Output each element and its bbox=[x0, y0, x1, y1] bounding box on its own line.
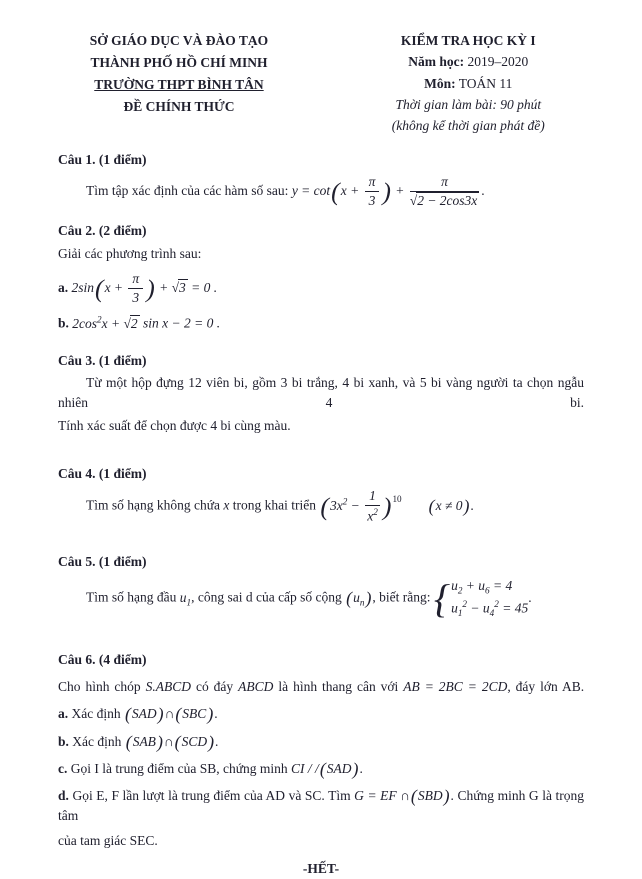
fraction-pi-over-3 bbox=[128, 271, 143, 306]
q6b-text: Xác định bbox=[72, 733, 122, 749]
close-paren: ) bbox=[382, 176, 391, 206]
fraction-denominator bbox=[410, 192, 480, 209]
q6c-expression bbox=[291, 758, 363, 779]
item-d-label: d. bbox=[58, 788, 69, 804]
open-paren: ( bbox=[175, 704, 182, 725]
sqrt-radicand: 3 bbox=[179, 279, 186, 295]
open-paren: ( bbox=[410, 786, 417, 807]
q4-intro-post: trong khai triển bbox=[232, 497, 317, 513]
exam-duration: Thời gian làm bài: 90 phút bbox=[395, 96, 542, 112]
sqrt-sign: √ bbox=[171, 279, 180, 295]
question-6-item-c bbox=[58, 759, 584, 779]
plane-1: SBD bbox=[417, 788, 443, 804]
question-6-item-b bbox=[58, 732, 584, 752]
q2a-prefix: 2sin bbox=[71, 279, 95, 295]
sqrt-expression bbox=[172, 280, 188, 295]
item-c-label: c. bbox=[58, 760, 68, 776]
sqrt-radicand: 2 bbox=[130, 315, 138, 331]
equation-system bbox=[451, 576, 528, 621]
q4-exponent: 10 bbox=[392, 493, 402, 504]
fraction-numerator: π bbox=[128, 271, 143, 289]
q1-lhs: y = cot bbox=[291, 182, 331, 198]
question-6-item-a bbox=[58, 704, 584, 724]
open-paren: ( bbox=[346, 587, 353, 608]
question-3-text-line2: Tính xác suất để chọn được 4 bi cùng màu. bbox=[58, 417, 291, 433]
q6c-period: . bbox=[359, 760, 363, 776]
question-6-item-d bbox=[58, 786, 584, 827]
question-3-heading: Câu 3. (1 điểm) bbox=[58, 352, 147, 368]
q1-intro-text: Tìm tập xác định của các hàm số sau: bbox=[86, 182, 289, 198]
q1-period: . bbox=[481, 182, 485, 198]
q5-system bbox=[433, 575, 532, 621]
q6b-expression bbox=[125, 731, 219, 752]
q4-formula bbox=[319, 488, 474, 524]
q5-intro-post: , biết rằng: bbox=[372, 589, 431, 605]
question-4-heading: Câu 4. (1 điểm) bbox=[58, 465, 147, 481]
exam-year-line bbox=[353, 51, 584, 72]
fraction-denominator: 3 bbox=[368, 193, 376, 209]
question-2-heading: Câu 2. (2 điểm) bbox=[58, 223, 147, 239]
item-a-label: a. bbox=[58, 279, 69, 295]
question-4 bbox=[58, 464, 584, 525]
exam-subject-label: Môn: bbox=[424, 75, 456, 91]
q4-inner-term: $3x^2$ − bbox=[329, 496, 360, 513]
q6-intro-post: , đáy lớn AB. bbox=[507, 679, 585, 695]
q6c-parallel: CI / / bbox=[291, 760, 319, 776]
q6d-expression bbox=[354, 786, 450, 807]
q2b-prefix: $2\cos^2x$ + bbox=[72, 314, 121, 331]
header-department: SỞ GIÁO DỤC VÀ ĐÀO TẠO bbox=[89, 33, 269, 48]
header-school-name: TRƯỜNG THPT BÌNH TÂN bbox=[94, 76, 264, 92]
system-brace: { bbox=[433, 575, 451, 621]
q2b-rhs: sin x − 2 = 0 . bbox=[143, 315, 221, 331]
q5-intro-mid: , công sai d của cấp số cộng bbox=[191, 589, 342, 605]
close-paren: ) bbox=[146, 273, 155, 303]
question-3-text-line1: Từ một hộp đựng 12 viên bi, gồm 3 bi trắng, 4 bi xanh, và 5 bi vàng người ta chọn ngẫu nhiên 4 bi. bbox=[58, 375, 584, 411]
document-header bbox=[58, 30, 584, 137]
q6-intro-mid1: có đáy bbox=[195, 679, 234, 695]
intersect-operator: ∩ bbox=[164, 706, 175, 722]
q5-u1-term: $u_1$ bbox=[179, 589, 192, 608]
q2a-inner-term: x + bbox=[104, 279, 124, 295]
fraction-denominator: $x^2$ bbox=[367, 507, 378, 524]
question-4-problem bbox=[58, 488, 584, 525]
q6a-expression bbox=[124, 704, 218, 725]
q4-variable: x bbox=[223, 497, 230, 513]
fraction-1-over-x2 bbox=[365, 488, 380, 525]
fraction-numerator: π bbox=[410, 174, 480, 192]
q6a-period: . bbox=[214, 706, 218, 722]
question-6 bbox=[58, 650, 584, 851]
exam-subject-line bbox=[353, 73, 584, 94]
close-paren: ) bbox=[156, 731, 163, 752]
q6-relation: AB = 2BC = 2CD bbox=[403, 679, 508, 695]
question-5 bbox=[58, 552, 584, 621]
q5-intro-pre: Tìm số hạng đầu bbox=[86, 589, 177, 605]
q4-period: . bbox=[470, 497, 474, 513]
q6-pyramid-name: S.ABCD bbox=[145, 679, 192, 695]
question-5-problem bbox=[58, 576, 584, 621]
close-paren: ) bbox=[365, 587, 372, 608]
sqrt-radicand: 2 − 2cos3x bbox=[417, 193, 478, 209]
open-paren: ( bbox=[125, 731, 132, 752]
close-paren: ) bbox=[157, 704, 164, 725]
q6-intro-pre: Cho hình chóp bbox=[58, 679, 141, 695]
open-paren: ( bbox=[95, 273, 104, 303]
q5-period: . bbox=[528, 589, 532, 605]
fraction-numerator: π bbox=[365, 174, 380, 192]
plane-1: SAD bbox=[131, 706, 157, 722]
close-paren: ) bbox=[382, 491, 392, 521]
fraction-pi-over-sqrt bbox=[410, 174, 480, 209]
question-6-heading: Câu 6. (4 điểm) bbox=[58, 651, 147, 667]
q5-un-term bbox=[345, 587, 372, 608]
close-paren: ) bbox=[352, 758, 359, 779]
item-b-label: b. bbox=[58, 315, 69, 331]
exam-duration-note: (không kể thời gian phát đề) bbox=[391, 118, 545, 134]
q6c-text: Gọi I là trung điểm của SB, chứng minh bbox=[70, 760, 288, 776]
q1-plus-operator: + bbox=[395, 182, 405, 198]
q5-un: $u_n$ bbox=[353, 589, 365, 608]
q6d-text: Gọi E, F lần lượt là trung điểm của AD và SC. Tìm bbox=[72, 788, 351, 804]
header-official-exam-label: ĐỀ CHÍNH THỨC bbox=[123, 98, 235, 114]
open-paren: ( bbox=[319, 758, 326, 779]
open-paren: ( bbox=[428, 495, 435, 516]
q4-intro-pre: Tìm số hạng không chứa bbox=[86, 497, 221, 513]
exam-year-value: 2019–2020 bbox=[467, 54, 529, 70]
q6a-text: Xác định bbox=[71, 706, 121, 722]
plane-1: SAB bbox=[132, 733, 156, 749]
question-1 bbox=[58, 150, 584, 210]
q6-intro-mid2: là hình thang cân với bbox=[278, 679, 399, 695]
q1-formula bbox=[291, 173, 485, 209]
item-a-label: a. bbox=[58, 706, 69, 722]
q4-condition: x ≠ 0 bbox=[435, 497, 463, 513]
sqrt-sign: √ bbox=[409, 193, 418, 209]
question-1-heading: Câu 1. (1 điểm) bbox=[58, 151, 147, 167]
q6b-period: . bbox=[215, 733, 219, 749]
sqrt-sign: √ bbox=[123, 315, 131, 331]
question-2-item-b bbox=[58, 313, 584, 334]
close-paren: ) bbox=[208, 731, 215, 752]
header-school-block bbox=[58, 30, 300, 117]
open-paren: ( bbox=[124, 704, 131, 725]
q6d-find: G = EF ∩ bbox=[354, 788, 410, 804]
plane-1: SAD bbox=[326, 760, 352, 776]
question-3 bbox=[58, 351, 584, 436]
end-of-exam-marker: -HẾT- bbox=[302, 860, 340, 876]
fraction-pi-over-3 bbox=[365, 174, 380, 209]
q1-inner-term: x + bbox=[340, 182, 360, 198]
question-2-item-a bbox=[58, 271, 584, 306]
fraction-denominator: 3 bbox=[132, 289, 140, 305]
question-2 bbox=[58, 221, 584, 334]
close-paren: ) bbox=[443, 786, 450, 807]
question-6-intro bbox=[58, 677, 584, 697]
question-6-item-d-line2: của tam giác SEC. bbox=[58, 832, 158, 848]
q6d-post-text: . Chứng minh G là trọng tâm bbox=[58, 788, 585, 824]
q2a-rhs: = 0 . bbox=[191, 279, 218, 295]
close-paren: ) bbox=[207, 704, 214, 725]
item-b-label: b. bbox=[58, 733, 69, 749]
exam-title: KIỂM TRA HỌC KỲ I bbox=[400, 33, 536, 48]
sqrt-expression bbox=[410, 193, 480, 208]
open-paren: ( bbox=[320, 491, 329, 521]
header-exam-block bbox=[353, 30, 584, 137]
intersect-operator: ∩ bbox=[163, 733, 174, 749]
q2a-plus-operator: + bbox=[159, 279, 169, 295]
question-1-problem bbox=[58, 174, 584, 209]
plane-2: SCD bbox=[181, 733, 208, 749]
exam-year-label: Năm học: bbox=[408, 54, 465, 70]
sqrt-expression bbox=[123, 316, 139, 331]
fraction-numerator: 1 bbox=[365, 488, 380, 506]
open-paren: ( bbox=[174, 731, 181, 752]
q6-base-name: ABCD bbox=[238, 679, 274, 695]
q2b-equation bbox=[72, 316, 220, 331]
q2a-equation bbox=[71, 270, 218, 305]
header-city: THÀNH PHỐ HỒ CHÍ MINH bbox=[90, 54, 268, 70]
open-paren: ( bbox=[331, 176, 340, 206]
system-equation-2: $u_1^2 - u_4^2 = 45$ bbox=[451, 599, 529, 619]
question-2-intro: Giải các phương trình sau: bbox=[58, 245, 202, 261]
system-equation-1: $u_2 + u_6 = 4$ bbox=[451, 578, 513, 596]
plane-2: SBC bbox=[182, 706, 207, 722]
close-paren: ) bbox=[463, 495, 470, 516]
exam-subject-value: TOÁN 11 bbox=[458, 75, 513, 91]
question-5-heading: Câu 5. (1 điểm) bbox=[58, 554, 147, 570]
